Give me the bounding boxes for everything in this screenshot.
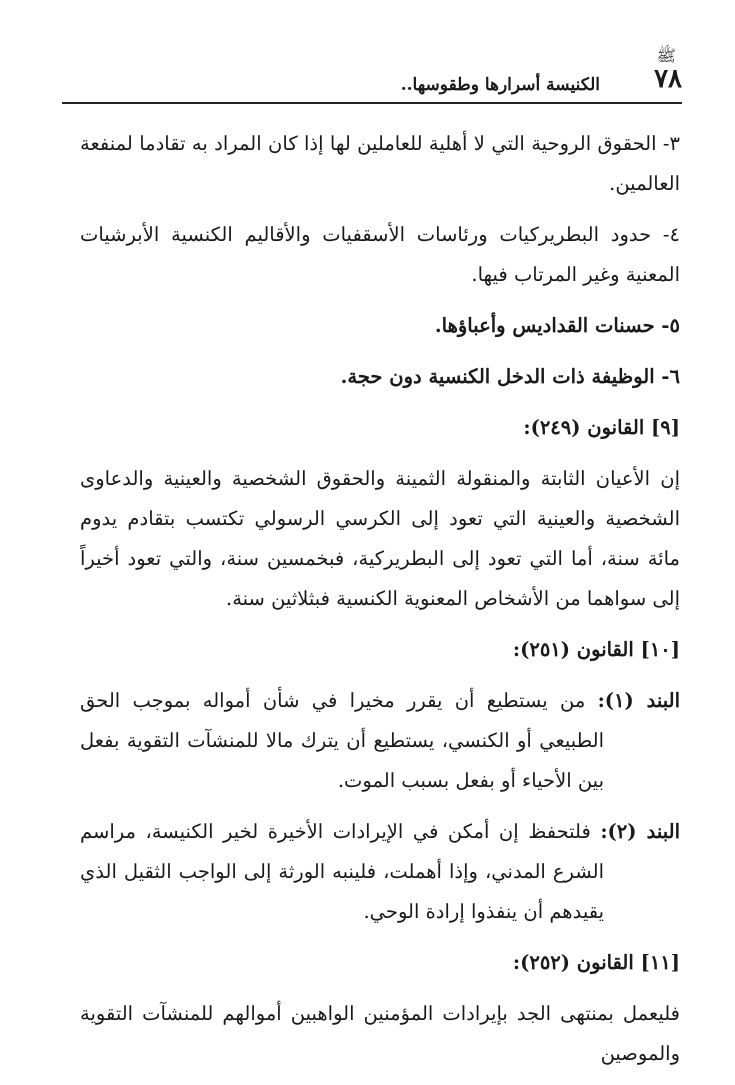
running-title: الكنيسة أسرارها وطقوسها.. xyxy=(400,75,600,95)
law-249-heading: [٩] القانون (٢٤٩): xyxy=(523,416,680,439)
list-item: ٥- حسنات القداديس وأعباؤها. xyxy=(434,314,680,337)
header-rule xyxy=(62,102,682,104)
ornament-icon: ﷺ xyxy=(656,46,676,65)
list-item: ٦- الوظيفة ذات الدخل الكنسية دون حجة. xyxy=(340,365,680,388)
clause-2-text: فلتحفظ إن أمكن في الإيرادات الأخيرة لخير الكنيسة، مراسم الشرع المدني، وإذا أهملت، فلينبه الورثة إلى الواجب الثقيل الذي يقيدهم أن ينفذوا إرادة الوحي. xyxy=(80,820,604,923)
list-item: ٣- الحقوق الروحية التي لا أهلية للعاملين لها إذا كان المراد به تقادما لمنفعة العالمين. xyxy=(80,132,680,195)
law-249-text: إن الأعيان الثابتة والمنقولة الثمينة والحقوق الشخصية والعينية والدعاوى الشخصية والعينية التي تعود إلى الكرسي الرسولي تكتسب بتقادم يدوم مائة سنة، أما التي تعود إلى البطريركية، فبخمسين سنة، والتي تعود أخيراً إلى سواهما من الأشخاص المعنوية الكنسية فبثلاثين سنة. xyxy=(80,467,680,610)
law-251-clause-2 xyxy=(80,812,680,932)
clause-1-label: البند (١): xyxy=(597,689,680,712)
clause-2-label: البند (٢): xyxy=(600,820,680,843)
law-252-text: فليعمل بمنتهى الجد بإيرادات المؤمنين الواهبين أموالهم للمنشآت التقوية والموصين xyxy=(80,1002,680,1065)
law-251-heading: [١٠] القانون (٢٥١): xyxy=(512,638,680,661)
page-number: ٧٨ xyxy=(654,64,682,94)
list-item: ٤- حدود البطريركيات ورئاسات الأسقفيات والأقاليم الكنسية الأبرشيات المعنية وغير المرتاب فيها. xyxy=(80,223,680,286)
law-251-clause-1 xyxy=(80,681,680,801)
page-body xyxy=(80,118,680,1085)
clause-1-text: من يستطيع أن يقرر مخيرا في شأن أمواله بموجب الحق الطبيعي أو الكنسي، يستطيع أن يترك مالا للمنشآت التقوية بفعل بين الأحياء أو بفعل بسبب الموت. xyxy=(80,689,604,792)
law-252-heading: [١١] القانون (٢٥٢): xyxy=(512,951,680,974)
page-header xyxy=(62,46,682,104)
